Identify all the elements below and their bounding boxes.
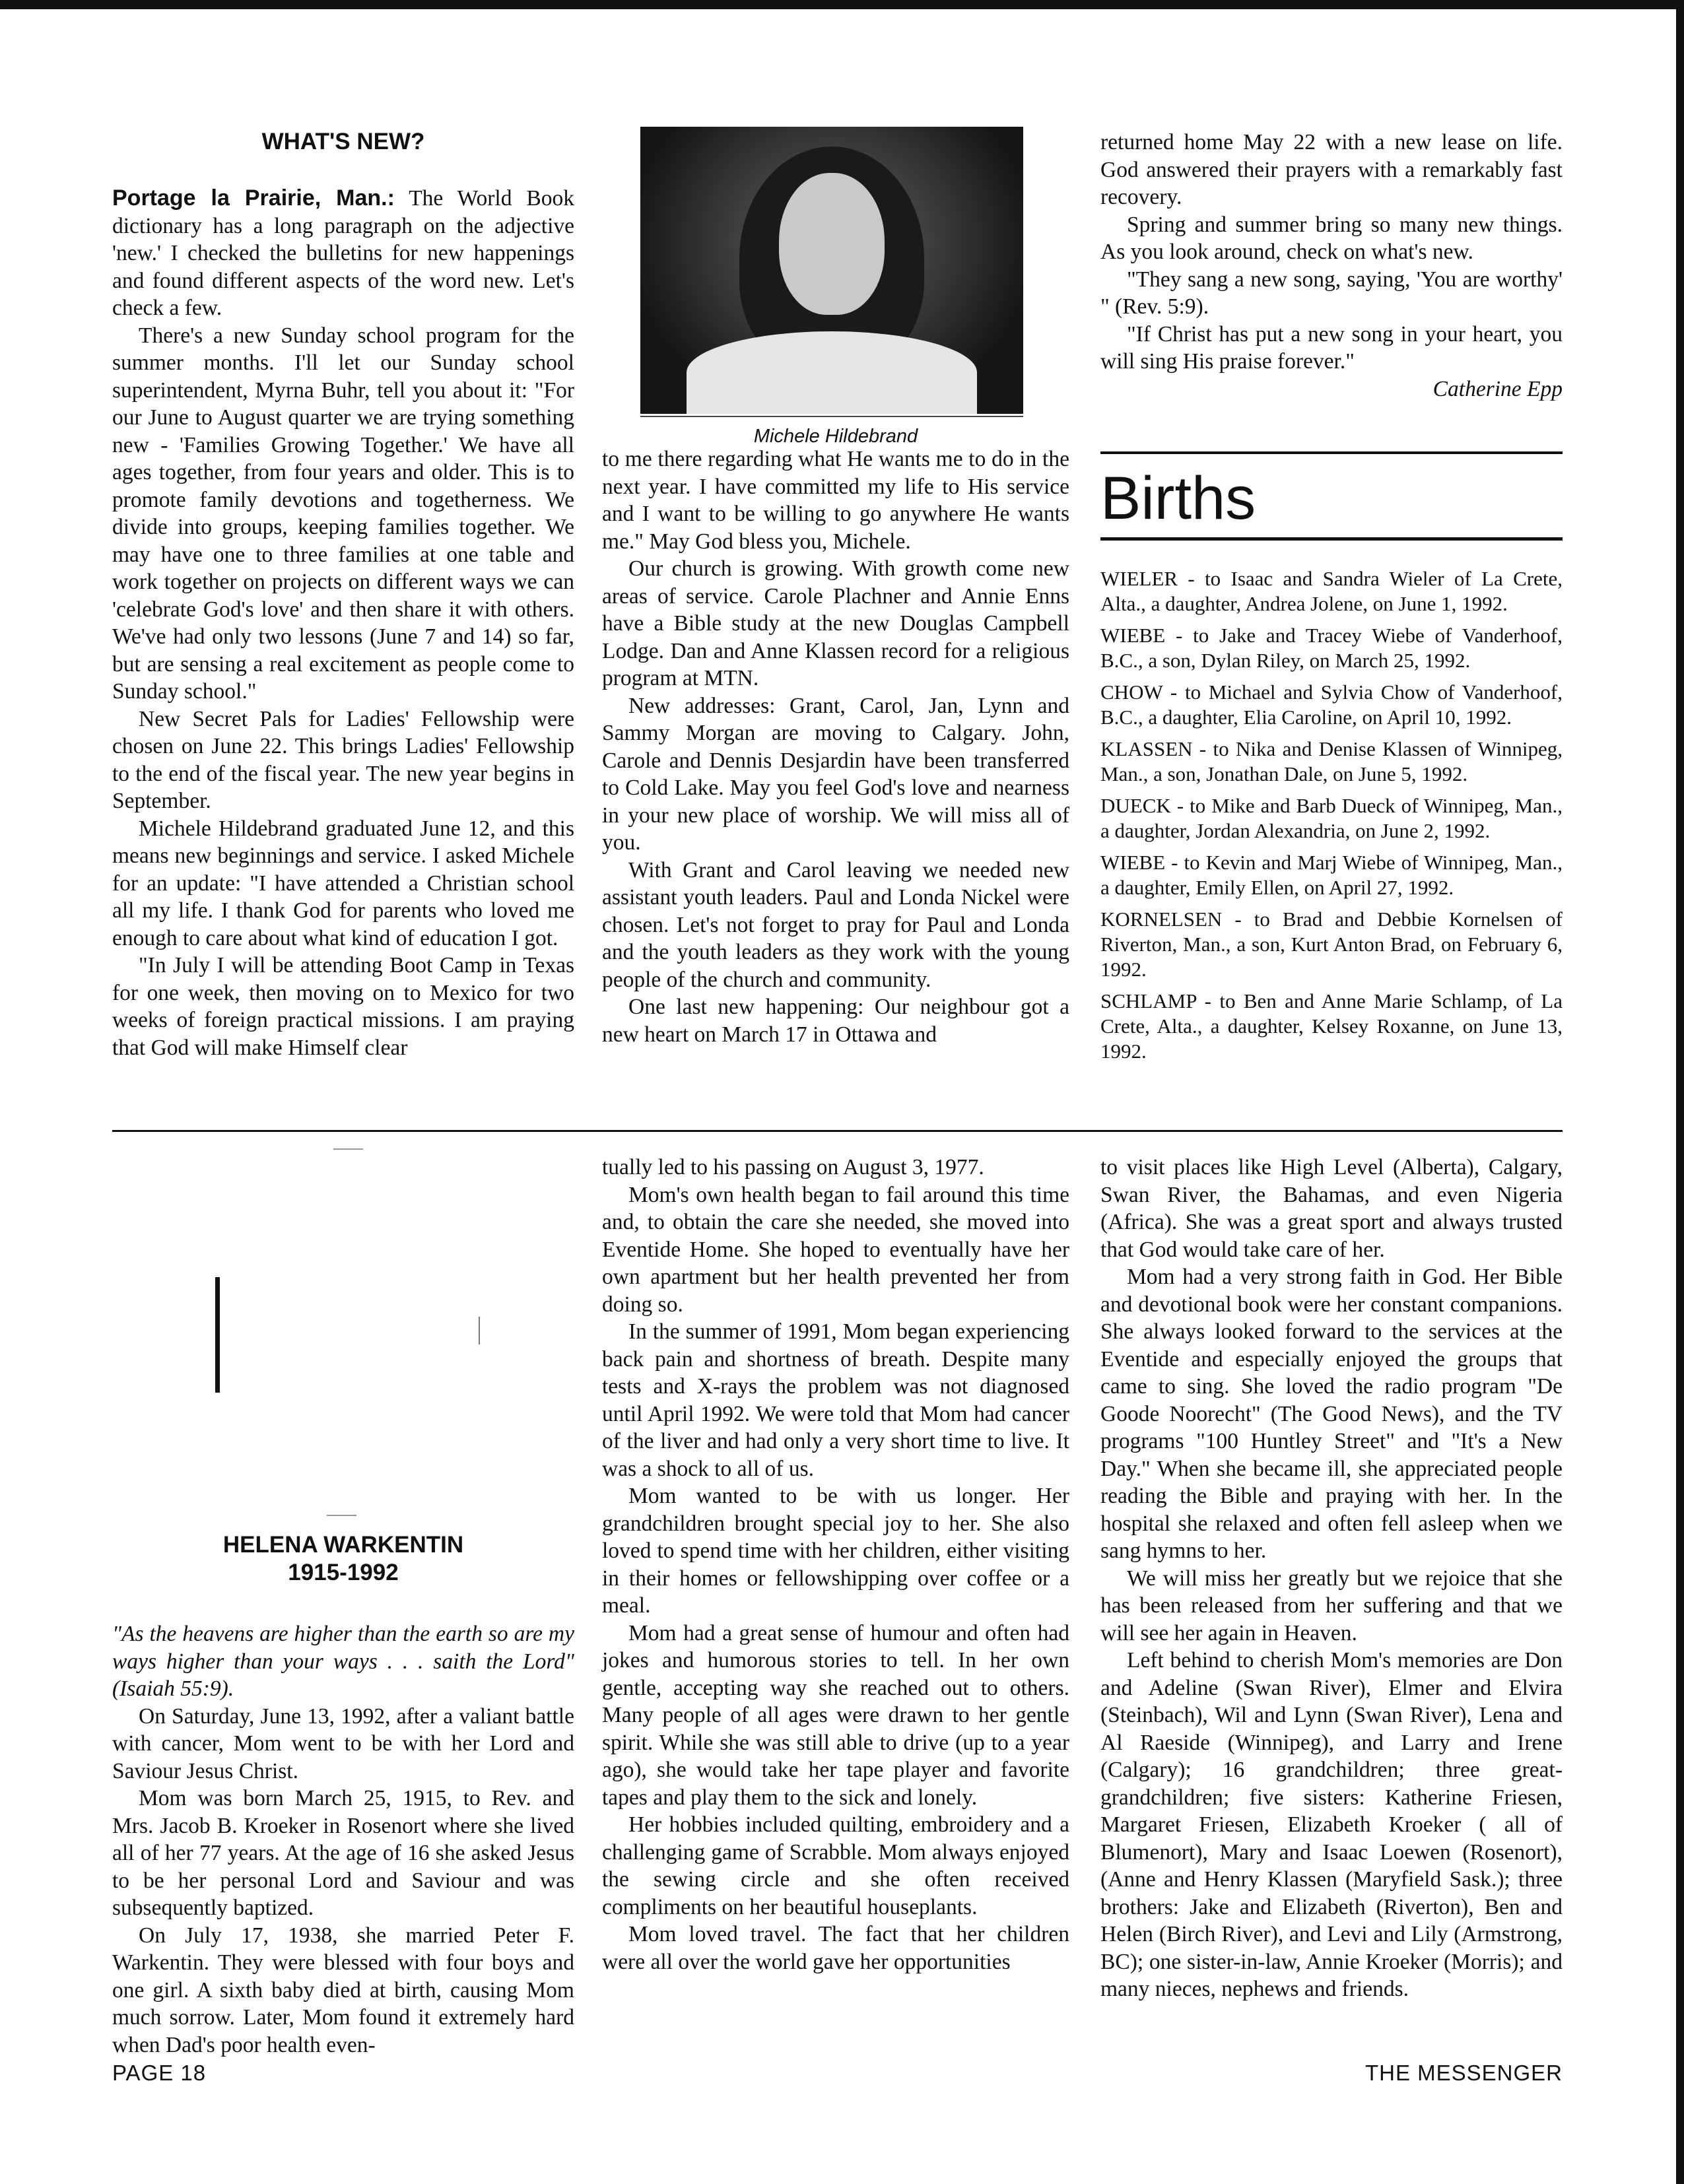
paragraph: to visit places like High Level (Alberta), Calgary, Swan River, the Bahamas, and even Nigeria (Africa). She was a great sport and always trusted that God would take care of her. xyxy=(1100,1155,1563,1262)
birth-entry: WIEBE - to Kevin and Marj Wiebe of Winnipeg, Man., a daughter, Emily Ellen, on April 27, 1992. xyxy=(1100,851,1563,899)
paragraph: Mom wanted to be with us longer. Her grandchildren brought special joy to her. She also loved to spend time with her children, either visiting in their homes or fellowshipping over coffee or a meal. xyxy=(602,1484,1069,1618)
paragraph: tually led to his passing on August 3, 1977. xyxy=(602,1155,984,1179)
scripture-quote: "As the heavens are higher than the earth so are my ways higher than your ways . . . saith the Lord" (Isaiah 55:9). xyxy=(112,1622,574,1701)
scan-mark xyxy=(333,1148,363,1150)
obituary-column-2 xyxy=(602,1154,1069,1975)
paragraph: In the summer of 1991, Mom began experiencing back pain and shortness of breath. Despite many tests and X-rays the problem was not diagnosed until April 1992. We were told that Mom had cancer of the liver and had only a very short time to live. It was a shock to all of us. xyxy=(602,1319,1069,1481)
scan-mark xyxy=(215,1277,220,1393)
births-list xyxy=(1100,566,1563,1071)
page-number: PAGE 18 xyxy=(112,2061,207,2085)
birth-entry: SCHLAMP - to Ben and Anne Marie Schlamp, of La Crete, Alta., a daughter, Kelsey Roxanne, on June 13, 1992. xyxy=(1100,989,1563,1063)
section-divider xyxy=(112,1130,1563,1132)
paragraph: Mom loved travel. The fact that her children were all over the world gave her opportunities xyxy=(602,1922,1069,1974)
birth-entry: CHOW - to Michael and Sylvia Chow of Vanderhoof, B.C., a daughter, Elia Caroline, on April 10, 1992. xyxy=(1100,680,1563,729)
paragraph: One last new happening: Our neighbour got a new heart on March 17 in Ottawa and xyxy=(602,995,1069,1047)
dateline: Portage la Prairie, Man.: xyxy=(112,185,395,211)
paragraph: "In July I will be attending Boot Camp in Texas for one week, then moving on to Mexico for two weeks of foreign practical missions. I am praying that God will make Himself clear xyxy=(112,953,574,1060)
birth-entry: KORNELSEN - to Brad and Debbie Kornelsen of Riverton, Man., a son, Kurt Anton Brad, on February 6, 1992. xyxy=(1100,908,1563,981)
paragraph: "They sang a new song, saying, 'You are worthy' " (Rev. 5:9). xyxy=(1100,267,1563,319)
paragraph: Mom's own health began to fail around this time and, to obtain the care she needed, she moved into Eventide Home. She hoped to eventually have her own apartment but her health prevented her from doing so. xyxy=(602,1182,1069,1317)
obituary-column-3 xyxy=(1100,1154,1563,2003)
publication-name: THE MESSENGER xyxy=(1364,2061,1563,2085)
paragraph: Mom had a great sense of humour and often had jokes and humorous stories to tell. In her own gentle, accepting way she reached out to others. Many people of all ages were drawn to her gentle spirit. While she was still able to drive (up to a year ago), she would take her tape player and favorite tapes and play them to the sick and lonely. xyxy=(602,1620,1069,1810)
obituary-years: 1915-1992 xyxy=(288,1560,399,1585)
paragraph: There's a new Sunday school program for the summer months. I'll let our Sunday school superintendent, Myrna Buhr, tell you about it: "For our June to August quarter we are trying something new - 'Families Growing Together.' We have all ages together, from four years and older. This is to promote family devotions and togetherness. We divide into groups, keeping families together. We may have one to three families at one table and work together on projects on different ways we can 'celebrate God's love' and then share it with others. We've had only two lessons (June 7 and 14) so far, but are sensing a real excitement as people come to Sunday school." xyxy=(112,323,574,704)
obituary-heading xyxy=(112,1531,574,1587)
birth-entry: DUECK - to Mike and Barb Dueck of Winnipeg, Man., a daughter, Jordan Alexandria, on June 2, 1992. xyxy=(1100,794,1563,842)
author-signature: Catherine Epp xyxy=(1432,376,1563,401)
photo-face xyxy=(779,173,885,315)
paragraph: Michele Hildebrand graduated June 12, and this means new beginnings and service. I asked Michele for an update: "I have attended a Christian school all my life. I thank God for parents who loved me enough to care about what kind of education I got. xyxy=(112,816,574,950)
paragraph: Mom was born March 25, 1915, to Rev. and Mrs. Jacob B. Kroeker in Rosenort where she lived all of her 77 years. At the age of 16 she asked Jesus to be her personal Lord and Saviour and was subsequently baptized. xyxy=(112,1786,574,1920)
paragraph-text: The World Book dictionary has a long paragraph on the adjective 'new.' I checked the bulletins for new happenings and found different aspects of the word new. Let's check a few. xyxy=(112,186,574,320)
paragraph: Mom had a very strong faith in God. Her Bible and devotional book were her constant companions. She always looked forward to the services at the Eventide and especially enjoyed the groups that came to sing. She loved the radio program "De Goode Noorecht" (The Good News), and the TV programs "100 Huntley Street" and "It's a New Day." When she became ill, she appreciated people reading the Bible and praying with her. In the hospital she relaxed and often fell asleep when we sang hymns to her. xyxy=(1100,1265,1563,1563)
whats-new-column-2 xyxy=(602,446,1069,1048)
scan-mark xyxy=(327,1515,356,1516)
paragraph: On Saturday, June 13, 1992, after a valiant battle with cancer, Mom went to be with her Lord and Saviour Jesus Christ. xyxy=(112,1704,574,1783)
paragraph: to me there regarding what He wants me to do in the next year. I have committed my life to His service and I want to be willing to go anywhere He wants me." May God bless you, Michele. xyxy=(602,447,1069,554)
page-border-top xyxy=(0,0,1684,9)
birth-entry: KLASSEN - to Nika and Denise Klassen of Winnipeg, Man., a son, Jonathan Dale, on June 5, 1992. xyxy=(1100,737,1563,785)
paragraph: New addresses: Grant, Carol, Jan, Lynn and Sammy Morgan are moving to Calgary. John, Carole and Dennis Desjardin have been transferred to Cold Lake. May you feel God's love and nearness in your new place of worship. We will miss all of you. xyxy=(602,693,1069,855)
paragraph: Spring and summer bring so many new things. As you look around, check on what's new. xyxy=(1100,212,1563,264)
paragraph: "If Christ has put a new song in your heart, you will sing His praise forever." xyxy=(1100,321,1563,374)
paragraph: New Secret Pals for Ladies' Fellowship were chosen on June 22. This brings Ladies' Fellowship to the end of the fiscal year. The new year begins in September. xyxy=(112,706,574,813)
obituary-column-1 xyxy=(112,1620,574,2059)
paragraph xyxy=(112,185,574,322)
paragraph: Her hobbies included quilting, embroidery and a challenging game of Scrabble. Mom always enjoyed the sewing circle and she often received compliments on her beautiful houseplants. xyxy=(602,1812,1069,1919)
whats-new-column-3 xyxy=(1100,129,1563,403)
paragraph: returned home May 22 with a new lease on life. God answered their prayers with a remarkably fast recovery. xyxy=(1100,130,1563,209)
obituary-name: HELENA WARKENTIN xyxy=(222,1532,464,1558)
birth-entry: WIEBE - to Jake and Tracey Wiebe of Vanderhoof, B.C., a son, Dylan Riley, on March 25, 1992. xyxy=(1100,624,1563,672)
photo-shoulders xyxy=(687,331,977,414)
portrait-photo xyxy=(640,127,1023,414)
photo-caption: Michele Hildebrand xyxy=(753,426,918,447)
whats-new-column-1 xyxy=(112,185,574,1061)
paragraph: On July 17, 1938, she married Peter F. Warkentin. They were blessed with four boys and one girl. A sixth baby died at birth, causing Mom much sorrow. Later, Mom found it extremely hard when Dad's poor health even- xyxy=(112,1923,574,2057)
paragraph: Our church is growing. With growth come new areas of service. Carole Plachner and Annie Enns have a Bible study at the new Douglas Campbell Lodge. Dan and Anne Klassen record for a religious program at MTN. xyxy=(602,556,1069,690)
paragraph: We will miss her greatly but we rejoice that she has been released from her suffering and that we will see her again in Heaven. xyxy=(1100,1566,1563,1645)
scan-mark xyxy=(479,1317,480,1344)
photo-underline xyxy=(640,416,1023,417)
births-heading: Births xyxy=(1100,465,1256,532)
births-rule-top xyxy=(1100,451,1563,454)
paragraph: Left behind to cherish Mom's memories are Don and Adeline (Swan River), Elmer and Elvira (Steinbach), Wil and Lynn (Swan River), Lena and Al Raeside (Winnipeg), and Larry and Irene (Calgary); 16 grandchildren; three great-grandchildren; five sisters: Katherine Friesen, Margaret Friesen, Elizabeth Kroeker ( all of Blumenort), Mary and Isaac Loewen (Rosenort), (Anne and Henry Klassen (Maryfield Sask.); three brothers: Jake and Elizabeth (Riverton), Ben and Helen (Birch River), and Levi and Lily (Armstrong, BC); one sister-in-law, Annie Kroeker (Morris); and many nieces, nephews and friends. xyxy=(1100,1648,1563,2001)
births-rule-bottom xyxy=(1100,537,1563,541)
page-border-right xyxy=(1676,0,1684,2184)
birth-entry: WIELER - to Isaac and Sandra Wieler of La Crete, Alta., a daughter, Andrea Jolene, on June 1, 1992. xyxy=(1100,567,1563,615)
paragraph: With Grant and Carol leaving we needed new assistant youth leaders. Paul and Londa Nickel were chosen. Let's not forget to pray for Paul and Londa and the youth leaders as they work with the young people of the church and community. xyxy=(602,857,1069,992)
whats-new-heading: WHAT'S NEW? xyxy=(261,129,425,154)
